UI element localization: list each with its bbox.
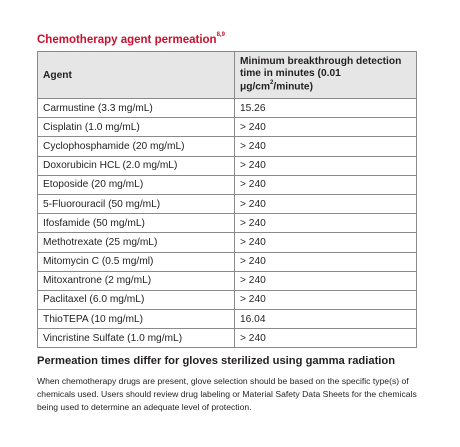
time-cell: > 240 [235, 156, 417, 175]
title-footnote: 8,9 [216, 32, 225, 39]
agent-cell: Vincristine Sulfate (1.0 mg/mL) [38, 329, 235, 348]
time-cell: > 240 [235, 290, 417, 309]
agent-cell: Carmustine (3.3 mg/mL) [38, 99, 235, 118]
sub-heading: Permeation times differ for gloves sterilized using gamma radiation [37, 355, 396, 367]
time-cell: > 240 [235, 137, 417, 156]
agent-cell: Ifosfamide (50 mg/mL) [38, 214, 235, 233]
agent-cell: Etoposide (20 mg/mL) [38, 175, 235, 194]
time-cell: > 240 [235, 175, 417, 194]
header-time-text: Minimum breakthrough detection time in minutes (0.01 μg/cm [240, 55, 402, 93]
body-paragraph: When chemotherapy drugs are present, glove selection should be based on the specific type(s) of chemicals used. Users should review drug labeling or Material Safety Data Sheets for the chemicals being used to determine an adequate level of protection. [37, 376, 417, 412]
header-breakthrough-time [235, 52, 417, 99]
table-row [38, 310, 417, 329]
agent-cell: ThioTEPA (10 mg/mL) [38, 310, 235, 329]
time-cell: > 240 [235, 252, 417, 271]
table-row [38, 214, 417, 233]
table-row [38, 194, 417, 213]
table-row [38, 175, 417, 194]
time-cell: > 240 [235, 214, 417, 233]
table-row [38, 118, 417, 137]
time-cell: > 240 [235, 194, 417, 213]
table-row [38, 252, 417, 271]
time-cell: > 240 [235, 329, 417, 348]
agent-cell: Methotrexate (25 mg/mL) [38, 233, 235, 252]
table-row [38, 99, 417, 118]
time-cell: > 240 [235, 118, 417, 137]
header-time-sup: 2 [270, 80, 274, 87]
agent-cell: Cisplatin (1.0 mg/mL) [38, 118, 235, 137]
time-cell: 15.26 [235, 99, 417, 118]
header-time-suffix: /minute) [273, 81, 313, 93]
time-cell: > 240 [235, 233, 417, 252]
table-body [38, 99, 417, 348]
agent-cell: 5-Fluorouracil (50 mg/mL) [38, 194, 235, 213]
agent-cell: Paclitaxel (6.0 mg/mL) [38, 290, 235, 309]
section-title [37, 34, 225, 46]
table-row [38, 329, 417, 348]
agent-cell: Cyclophosphamide (20 mg/mL) [38, 137, 235, 156]
permeation-table [37, 51, 417, 348]
time-cell: > 240 [235, 271, 417, 290]
table-row [38, 233, 417, 252]
agent-cell: Mitomycin C (0.5 mg/ml) [38, 252, 235, 271]
agent-cell: Mitoxantrone (2 mg/mL) [38, 271, 235, 290]
section-title-text: Chemotherapy agent permeation [37, 34, 217, 46]
agent-cell: Doxorubicin HCL (2.0 mg/mL) [38, 156, 235, 175]
table-header-row [38, 52, 417, 99]
time-cell: 16.04 [235, 310, 417, 329]
table-row [38, 137, 417, 156]
table-row [38, 271, 417, 290]
table-row [38, 156, 417, 175]
table-row [38, 290, 417, 309]
header-agent: Agent [38, 52, 235, 99]
